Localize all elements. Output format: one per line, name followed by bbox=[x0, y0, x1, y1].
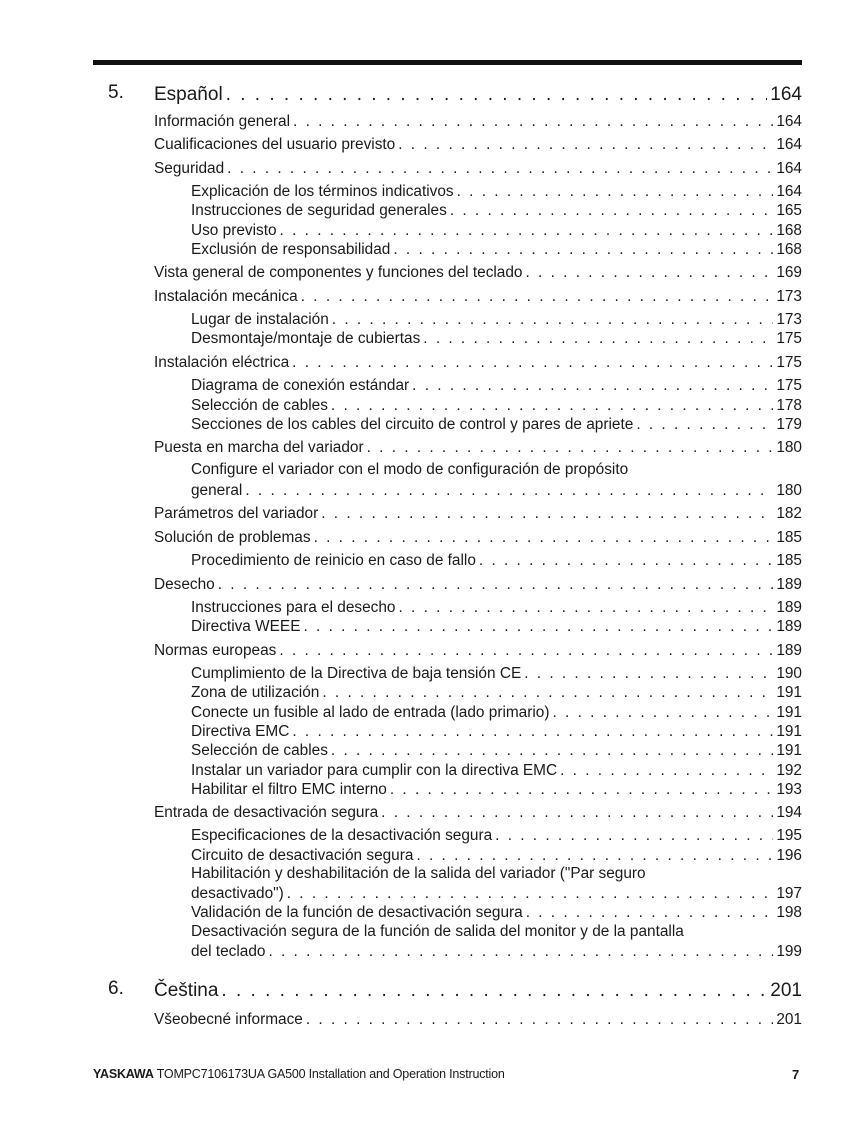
toc-entry-label: Directiva WEEE bbox=[191, 618, 301, 635]
toc-subentry[interactable] bbox=[191, 703, 802, 722]
toc-entry[interactable] bbox=[154, 112, 802, 131]
leader-dots bbox=[398, 136, 773, 154]
leader-dots bbox=[332, 311, 774, 329]
leader-dots bbox=[226, 84, 768, 106]
toc-entry-label: Procedimiento de reinicio en caso de fallo bbox=[191, 552, 476, 569]
leader-dots bbox=[525, 264, 773, 282]
leader-dots bbox=[367, 439, 774, 457]
leader-dots bbox=[381, 804, 773, 822]
toc-entry[interactable] bbox=[154, 159, 802, 178]
toc-entry[interactable] bbox=[154, 353, 802, 372]
toc-entry[interactable] bbox=[154, 1010, 802, 1029]
toc-page-number: 189 bbox=[776, 599, 802, 616]
leader-dots bbox=[287, 885, 774, 903]
toc-entry-label: Puesta en marcha del variador bbox=[154, 439, 364, 456]
leader-dots bbox=[450, 202, 773, 220]
toc-page-number: 191 bbox=[776, 742, 802, 759]
toc-subentry[interactable] bbox=[191, 683, 802, 702]
toc-entry-label: Cualificaciones del usuario previsto bbox=[154, 136, 396, 153]
toc-entry[interactable] bbox=[154, 438, 802, 457]
toc-subentry[interactable] bbox=[191, 551, 802, 570]
toc-entry-label: Seguridad bbox=[154, 160, 225, 177]
toc-entry-label: Desmontaje/montaje de cubiertas bbox=[191, 330, 421, 347]
leader-dots bbox=[292, 723, 773, 741]
leader-dots bbox=[636, 416, 773, 434]
toc-entry-label: Conecte un fusible al lado de entrada (lado primario) bbox=[191, 704, 550, 721]
toc-subentry-wrapped-line: Configure el variador con el modo de configuración de propósito bbox=[191, 461, 629, 478]
toc-subentry[interactable] bbox=[191, 376, 802, 395]
toc-subentry[interactable] bbox=[191, 598, 802, 617]
toc-page-number: 192 bbox=[776, 762, 802, 779]
toc-page-number: 164 bbox=[776, 160, 802, 177]
toc-page-number: 199 bbox=[776, 943, 802, 960]
leader-dots bbox=[331, 397, 773, 415]
leader-dots bbox=[321, 505, 773, 523]
toc-entry-label: Secciones de los cables del circuito de control y pares de apriete bbox=[191, 416, 634, 433]
toc-entry-label: Circuito de desactivación segura bbox=[191, 847, 414, 864]
toc-page-number: 201 bbox=[776, 1011, 802, 1028]
toc-entry-label: Instalación mecánica bbox=[154, 288, 298, 305]
toc-page-number: 194 bbox=[776, 804, 802, 821]
toc-page-number: 193 bbox=[776, 781, 802, 798]
toc-page-number: 201 bbox=[770, 980, 802, 1001]
toc-subentry[interactable] bbox=[191, 396, 802, 415]
toc-entry-label: Cumplimiento de la Directiva de baja tensión CE bbox=[191, 665, 522, 682]
toc-chapter-title: Čeština bbox=[154, 980, 219, 1001]
toc-entry-label: Información general bbox=[154, 113, 291, 130]
toc-chapter-title: Español bbox=[154, 84, 223, 105]
toc-page-number: 196 bbox=[776, 847, 802, 864]
toc-entry-label: Parámetros del variador bbox=[154, 505, 319, 522]
leader-dots bbox=[221, 980, 767, 1002]
toc-subentry[interactable] bbox=[191, 221, 802, 240]
toc-page-number: 175 bbox=[776, 330, 802, 347]
toc-page-number: 180 bbox=[776, 482, 802, 499]
toc-entry-label: del teclado bbox=[191, 943, 266, 960]
leader-dots bbox=[227, 160, 773, 178]
leader-dots bbox=[322, 684, 773, 702]
toc-subentry[interactable] bbox=[191, 329, 802, 348]
toc-page-number: 197 bbox=[776, 885, 802, 902]
toc-page-number: 198 bbox=[776, 904, 802, 921]
toc-entry-label: Desecho bbox=[154, 576, 215, 593]
toc-entry[interactable] bbox=[154, 575, 802, 594]
toc-entry-label: Selección de cables bbox=[191, 397, 328, 414]
leader-dots bbox=[495, 827, 773, 845]
toc-subentry[interactable] bbox=[191, 780, 802, 799]
toc-entry-label: Instalación eléctrica bbox=[154, 354, 290, 371]
leader-dots bbox=[331, 742, 773, 760]
toc-subentry[interactable] bbox=[191, 741, 802, 760]
toc-page-number: 168 bbox=[776, 222, 802, 239]
toc-entry-label: Solución de problemas bbox=[154, 529, 311, 546]
toc-page-number: 189 bbox=[776, 642, 802, 659]
toc-page-number: 191 bbox=[776, 684, 802, 701]
leader-dots bbox=[306, 1011, 773, 1029]
toc-entry-label: desactivado") bbox=[191, 885, 284, 902]
toc-entry-label: Entrada de desactivación segura bbox=[154, 804, 379, 821]
leader-dots bbox=[314, 529, 774, 547]
toc-page-number: 191 bbox=[776, 704, 802, 721]
leader-dots bbox=[412, 377, 773, 395]
toc-subentry[interactable] bbox=[191, 182, 802, 201]
toc-page-number: 169 bbox=[776, 264, 802, 281]
toc-subentry[interactable] bbox=[191, 903, 802, 922]
leader-dots bbox=[526, 904, 774, 922]
toc-entry-label: Všeobecné informace bbox=[154, 1011, 303, 1028]
toc-entry[interactable] bbox=[154, 504, 802, 523]
toc-page-number: 182 bbox=[776, 505, 802, 522]
toc-entry[interactable] bbox=[154, 263, 802, 282]
leader-dots bbox=[293, 113, 773, 131]
toc-entry[interactable] bbox=[154, 803, 802, 822]
toc-page-number: 165 bbox=[776, 202, 802, 219]
toc-subentry[interactable] bbox=[191, 201, 802, 220]
toc-subentry[interactable] bbox=[191, 942, 802, 961]
toc-entry-label: Diagrama de conexión estándar bbox=[191, 377, 410, 394]
leader-dots bbox=[398, 599, 773, 617]
leader-dots bbox=[524, 665, 773, 683]
leader-dots bbox=[301, 288, 774, 306]
toc-subentry[interactable] bbox=[191, 846, 802, 865]
toc-entry-label: Validación de la función de desactivación segura bbox=[191, 904, 523, 921]
toc-entry-label: Uso previsto bbox=[191, 222, 277, 239]
toc-subentry-wrapped-line: Habilitación y deshabilitación de la salida del variador ("Par seguro bbox=[191, 865, 646, 882]
toc-entry-label: general bbox=[191, 482, 243, 499]
toc-page-number: 164 bbox=[776, 136, 802, 153]
leader-dots bbox=[423, 330, 773, 348]
toc-page-number: 164 bbox=[776, 113, 802, 130]
toc-page-number: 185 bbox=[776, 552, 802, 569]
leader-dots bbox=[279, 642, 773, 660]
leader-dots bbox=[218, 576, 774, 594]
toc-page-number: 168 bbox=[776, 241, 802, 258]
leader-dots bbox=[292, 354, 773, 372]
toc-subentry-wrapped-line: Desactivación segura de la función de salida del monitor y de la pantalla bbox=[191, 923, 684, 940]
toc-entry-label: Instrucciones de seguridad generales bbox=[191, 202, 447, 219]
leader-dots bbox=[457, 183, 774, 201]
leader-dots bbox=[560, 762, 773, 780]
toc-subentry[interactable] bbox=[191, 664, 802, 683]
toc-subentry[interactable] bbox=[191, 826, 802, 845]
toc-page-number: 175 bbox=[776, 377, 802, 394]
toc-entry-label: Lugar de instalación bbox=[191, 311, 329, 328]
toc-entry-label: Especificaciones de la desactivación segura bbox=[191, 827, 493, 844]
toc-page-number: 175 bbox=[776, 354, 802, 371]
toc-entry-label: Exclusión de responsabilidad bbox=[191, 241, 391, 258]
toc-subentry[interactable] bbox=[191, 761, 802, 780]
toc-page-number: 164 bbox=[776, 183, 802, 200]
footer-brand: YASKAWA bbox=[93, 1067, 154, 1081]
chapter-number: 6. bbox=[108, 978, 124, 999]
leader-dots bbox=[268, 943, 773, 961]
leader-dots bbox=[390, 781, 773, 799]
toc-page-number: 173 bbox=[776, 288, 802, 305]
toc-page-number: 164 bbox=[770, 84, 802, 105]
toc-subentry[interactable] bbox=[191, 415, 802, 434]
toc-chapter-espanol[interactable] bbox=[154, 82, 802, 106]
toc-entry-label: Instalar un variador para cumplir con la directiva EMC bbox=[191, 762, 558, 779]
toc-page-number: 195 bbox=[776, 827, 802, 844]
toc-subentry[interactable] bbox=[191, 722, 802, 741]
toc-subentry[interactable] bbox=[191, 617, 802, 636]
toc-page-number: 189 bbox=[776, 618, 802, 635]
leader-dots bbox=[303, 618, 773, 636]
footer-document-title: TOMPC7106173UA GA500 Installation and Operation Instruction bbox=[156, 1067, 505, 1081]
toc-entry[interactable] bbox=[154, 528, 802, 547]
leader-dots bbox=[280, 222, 774, 240]
toc-subentry[interactable] bbox=[191, 884, 802, 903]
toc-entry[interactable] bbox=[154, 287, 802, 306]
toc-subentry[interactable] bbox=[191, 310, 802, 329]
toc-page-number: 185 bbox=[776, 529, 802, 546]
toc-entry-label: Habilitar el filtro EMC interno bbox=[191, 781, 387, 798]
toc-entry-label: Normas europeas bbox=[154, 642, 277, 659]
leader-dots bbox=[245, 482, 773, 500]
toc-page-number: 179 bbox=[776, 416, 802, 433]
toc-entry-label: Zona de utilización bbox=[191, 684, 320, 701]
chapter-number: 5. bbox=[108, 82, 124, 103]
toc-entry-label: Directiva EMC bbox=[191, 723, 290, 740]
toc-page-number: 190 bbox=[776, 665, 802, 682]
toc-page-number: 189 bbox=[776, 576, 802, 593]
toc-page-number: 178 bbox=[776, 397, 802, 414]
toc-page-number: 180 bbox=[776, 439, 802, 456]
toc-subentry[interactable] bbox=[191, 481, 802, 500]
toc-entry-label: Instrucciones para el desecho bbox=[191, 599, 396, 616]
toc-page-number: 191 bbox=[776, 723, 802, 740]
top-rule bbox=[93, 60, 802, 65]
toc-page-number: 173 bbox=[776, 311, 802, 328]
toc-entry-label: Selección de cables bbox=[191, 742, 328, 759]
toc-entry[interactable] bbox=[154, 641, 802, 660]
toc-subentry[interactable] bbox=[191, 240, 802, 259]
toc-chapter-cestina[interactable] bbox=[154, 978, 802, 1002]
page-footer bbox=[93, 1067, 505, 1081]
leader-dots bbox=[479, 552, 773, 570]
footer-page-number: 7 bbox=[792, 1067, 800, 1082]
toc-entry-label: Explicación de los términos indicativos bbox=[191, 183, 454, 200]
leader-dots bbox=[552, 704, 773, 722]
toc-entry[interactable] bbox=[154, 135, 802, 154]
toc-entry-label: Vista general de componentes y funciones del teclado bbox=[154, 264, 523, 281]
leader-dots bbox=[393, 241, 773, 259]
leader-dots bbox=[416, 847, 773, 865]
